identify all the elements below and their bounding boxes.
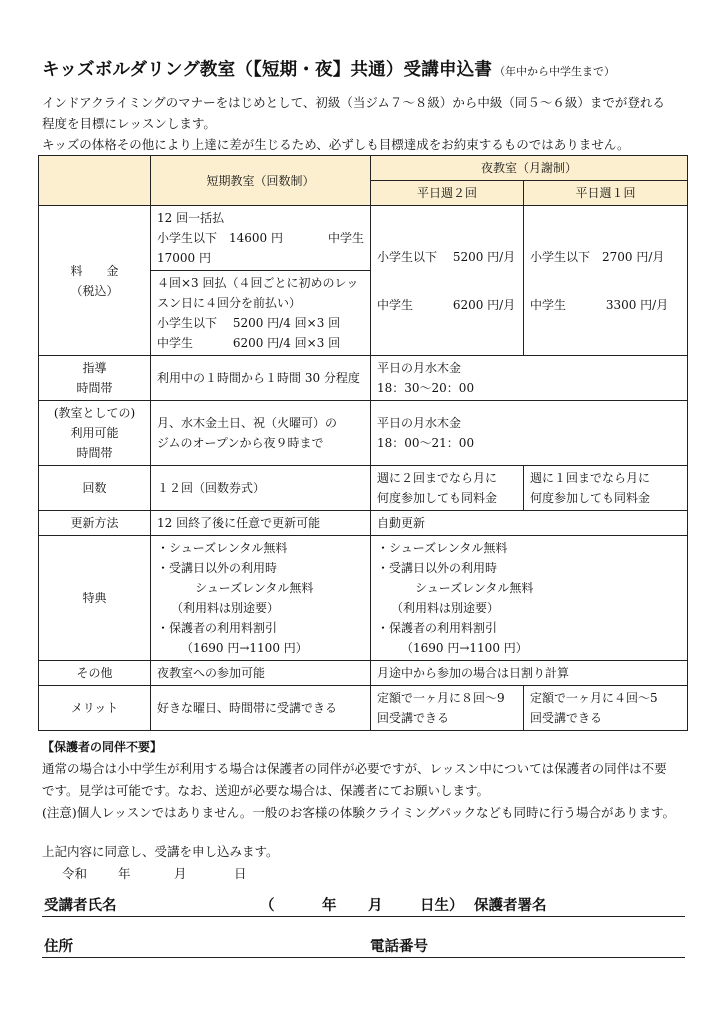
intro-line: 程度を目標にレッスンします。 (42, 116, 216, 131)
renewal-row (39, 511, 688, 536)
renewal-label: 更新方法 (39, 511, 151, 536)
date-year-field[interactable]: 年 (118, 866, 131, 881)
intro-line: キッズの体格その他により上達に差が生じるため、必ずしも目標達成をお約束するものではありません。 (42, 137, 630, 152)
count-row (39, 466, 688, 511)
header-weekday-twice: 平日週２回 (371, 181, 524, 206)
date-day-field[interactable]: 日 (234, 866, 247, 881)
header-short-course: 短期教室（回数制） (151, 156, 371, 206)
phone-label: 電話番号 (370, 939, 428, 955)
application-date (62, 864, 247, 882)
fee-row (39, 206, 688, 356)
perks-label: 特典 (39, 536, 151, 661)
header-weekday-once: 平日週１回 (524, 181, 688, 206)
fee-weekday-twice: 小学生以下 5200 円/月 中学生 6200 円/月 (371, 206, 524, 356)
other-row (39, 661, 688, 686)
birth-paren: （ (260, 898, 275, 914)
teaching-time-night: 平日の月水木金 18：30～20：00 (371, 356, 688, 401)
date-era: 令和 (62, 866, 88, 881)
birth-month-field[interactable]: 月 (368, 898, 383, 914)
other-night: 月途中から参加の場合は日割り計算 (371, 661, 688, 686)
course-comparison-table (38, 155, 688, 731)
birth-year-field[interactable]: 年 (322, 898, 337, 914)
notes-paragraph: 通常の場合は小中学生が利用する場合は保護者の同伴が必要ですが、レッスン中については保護者の同伴は不要 (42, 761, 667, 776)
header-blank (39, 156, 151, 206)
merit-row (39, 686, 688, 731)
notes-caution: (注意)個人レッスンではありません。一般のお客様の体験クライミングパックなども同時に行う場合があります。 (42, 805, 676, 820)
merit-label: メリット (39, 686, 151, 731)
title-main: キッズボルダリング教室（【短期・夜】共通）受講申込書 (42, 60, 493, 80)
address-label: 住所 (44, 939, 73, 955)
renewal-night: 自動更新 (371, 511, 688, 536)
teaching-time-short: 利用中の１時間から１時間 30 分程度 (151, 356, 371, 401)
fee-short-course (151, 206, 371, 356)
intro-text (42, 92, 692, 155)
document-title (42, 56, 615, 81)
available-hours-label: (教室としての) 利用可能 時間帯 (39, 401, 151, 466)
count-weekday-twice: 週に２回までなら月に 何度参加しても同料金 (371, 466, 524, 511)
fee-installment: ４回×3 回払（４回ごとに初めのレッ スン日に４回分を前払い） 小学生以下 5200 円/4 回×3 回 中学生 6200 円/4 回×3 回 (151, 270, 370, 355)
title-subtitle: （年中から中学生まで） (494, 65, 616, 78)
fee-label: 料 金 （税込） (39, 206, 151, 356)
perks-short: ・シューズレンタル無料 ・受講日以外の利用時 シューズレンタル無料 （利用料は別途要） ・保護者の利用料割引 （1690 円→1100 円） (151, 536, 371, 661)
guardian-notes (42, 736, 692, 824)
teaching-time-label: 指導 時間帯 (39, 356, 151, 401)
perks-row (39, 536, 688, 661)
birth-day-field[interactable]: 日生） (420, 898, 464, 914)
count-label: 回数 (39, 466, 151, 511)
available-hours-night: 平日の月水木金 18：00～21：00 (371, 401, 688, 466)
available-hours-short: 月、水木金土日、祝（火曜可）の ジムのオープンから夜９時まで (151, 401, 371, 466)
address-phone-line (42, 935, 685, 958)
perks-night: ・シューズレンタル無料 ・受講日以外の利用時 シューズレンタル無料 （利用料は別途要） ・保護者の利用料割引 （1690 円→1100 円） (371, 536, 688, 661)
other-short: 夜教室への参加可能 (151, 661, 371, 686)
available-hours-row (39, 401, 688, 466)
merit-short: 好きな曜日、時間帯に受講できる (151, 686, 371, 731)
renewal-short: 12 回終了後に任意で更新可能 (151, 511, 371, 536)
fee-lump-sum: 12 回一括払 小学生以下 14600 円 中学生 17000 円 (157, 211, 364, 265)
date-month-field[interactable]: 月 (174, 866, 187, 881)
intro-line: インドアクライミングのマナーをはじめとして、初級（当ジム７～８級）から中級（同５～６級）までが登れる (42, 95, 665, 110)
fee-weekday-once: 小学生以下 2700 円/月 中学生 3300 円/月 (524, 206, 688, 356)
merit-weekday-twice: 定額で一ヶ月に８回～9 回受講できる (371, 686, 524, 731)
header-night-course: 夜教室（月謝制） (371, 156, 688, 181)
count-weekday-once: 週に１回までなら月に 何度参加しても同料金 (524, 466, 688, 511)
merit-weekday-once: 定額で一ヶ月に４回～5 回受講できる (524, 686, 688, 731)
student-name-line (42, 894, 685, 917)
agreement-statement: 上記内容に同意し、受講を申し込みます。 (42, 844, 279, 859)
notes-heading: 【保護者の同伴不要】 (42, 740, 163, 754)
other-label: その他 (39, 661, 151, 686)
teaching-time-row (39, 356, 688, 401)
count-short: １２回（回数券式） (151, 466, 371, 511)
student-name-label: 受講者氏名 (44, 898, 117, 914)
guardian-signature-label: 保護者署名 (474, 898, 547, 914)
notes-paragraph: です。見学は可能です。なお、送迎が必要な場合は、保護者にてお願いします。 (42, 783, 490, 798)
